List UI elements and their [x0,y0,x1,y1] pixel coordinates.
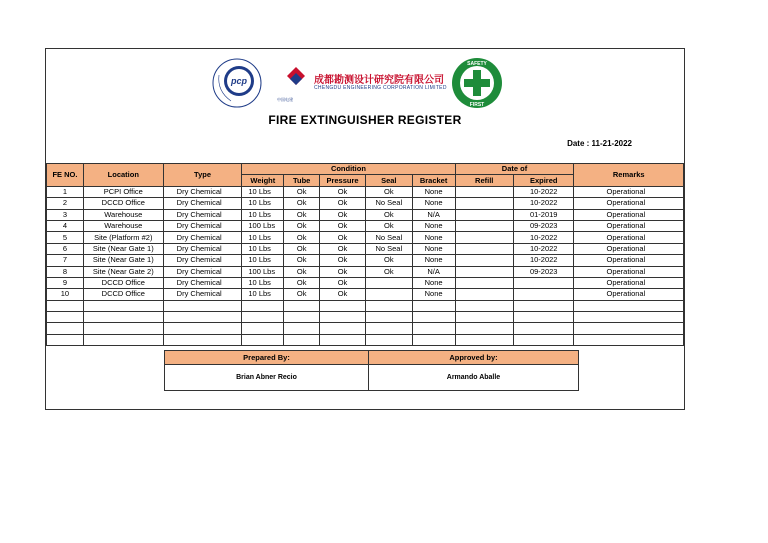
cell-pressure: Ok [320,209,366,220]
cell-weight [242,312,284,323]
cell-tube: Ok [284,243,320,254]
cell-seal: Ok [365,186,412,197]
header-remarks: Remarks [574,164,684,187]
cell-no: 9 [47,277,84,288]
cell-bracket: None [412,220,455,231]
cell-tube [284,323,320,334]
cell-type [163,323,242,334]
cell-remarks: Operational [574,289,684,300]
cell-location [83,312,163,323]
cell-type [163,312,242,323]
table-row [47,312,684,323]
register-sheet [45,48,685,410]
cell-remarks [574,300,684,311]
cell-bracket [412,334,455,345]
cell-expired [513,323,574,334]
prepared-by-label: Prepared By: [165,351,369,365]
cell-seal: No Seal [365,232,412,243]
cell-expired: 10-2022 [513,255,574,266]
cell-bracket: None [412,232,455,243]
cell-refill [455,334,513,345]
register-table [46,163,684,346]
cell-seal: No Seal [365,198,412,209]
cell-pressure: Ok [320,243,366,254]
cell-seal: No Seal [365,243,412,254]
cell-refill [455,277,513,288]
cell-remarks [574,323,684,334]
cell-type: Dry Chemical [163,220,242,231]
cell-expired: 10-2022 [513,198,574,209]
cell-refill [455,198,513,209]
cell-no: 4 [47,220,84,231]
header-seal: Seal [365,175,412,186]
cell-weight: 10 Lbs [242,186,284,197]
cell-pressure: Ok [320,277,366,288]
header-expired: Expired [513,175,574,186]
cell-seal: Ok [365,266,412,277]
cell-location [83,323,163,334]
cell-remarks: Operational [574,232,684,243]
cell-refill [455,186,513,197]
cell-weight: 10 Lbs [242,198,284,209]
cell-no: 6 [47,243,84,254]
cell-bracket [412,312,455,323]
cell-weight: 10 Lbs [242,209,284,220]
cell-remarks [574,334,684,345]
header-date-of: Date of [455,164,574,175]
cell-type [163,300,242,311]
approved-by-name: Armando Aballe [369,365,579,391]
cell-weight: 10 Lbs [242,232,284,243]
table-row [47,186,684,197]
cell-refill [455,232,513,243]
cell-remarks: Operational [574,198,684,209]
cell-seal [365,312,412,323]
cell-no: 3 [47,209,84,220]
cell-location: Site (Near Gate 1) [83,243,163,254]
cell-bracket: None [412,243,455,254]
cell-type: Dry Chemical [163,289,242,300]
cell-bracket: None [412,186,455,197]
cell-bracket: None [412,289,455,300]
cell-refill [455,289,513,300]
cell-weight [242,323,284,334]
cell-weight: 100 Lbs [242,220,284,231]
cell-type [163,334,242,345]
cell-seal: Ok [365,255,412,266]
cell-pressure: Ok [320,232,366,243]
cell-tube [284,334,320,345]
cell-refill [455,243,513,254]
cell-pressure: Ok [320,198,366,209]
cell-expired [513,312,574,323]
table-row [47,255,684,266]
cell-tube: Ok [284,232,320,243]
table-row [47,323,684,334]
cell-bracket: None [412,198,455,209]
cell-refill [455,266,513,277]
cell-type: Dry Chemical [163,266,242,277]
cell-expired [513,300,574,311]
cell-expired: 10-2022 [513,186,574,197]
cell-no [47,300,84,311]
cell-seal [365,323,412,334]
cell-pressure: Ok [320,289,366,300]
table-row [47,198,684,209]
cell-location: PCPI Office [83,186,163,197]
cell-remarks: Operational [574,243,684,254]
cell-type: Dry Chemical [163,186,242,197]
cell-refill [455,220,513,231]
cell-remarks: Operational [574,220,684,231]
cell-no [47,323,84,334]
cell-bracket: None [412,277,455,288]
header-bracket: Bracket [412,175,455,186]
prepared-by-name: Brian Abner Recio [165,365,369,391]
table-row [47,334,684,345]
cell-tube: Ok [284,186,320,197]
safety-bottom-text: FIRST [469,102,485,108]
cell-type: Dry Chemical [163,255,242,266]
table-row [47,232,684,243]
cell-no: 5 [47,232,84,243]
cell-refill [455,255,513,266]
cell-expired [513,277,574,288]
cell-expired: 01-2019 [513,209,574,220]
cell-bracket: None [412,255,455,266]
cell-location: Site (Platform #2) [83,232,163,243]
cell-bracket [412,323,455,334]
cell-pressure [320,334,366,345]
cell-no: 2 [47,198,84,209]
cell-bracket: N/A [412,209,455,220]
cell-seal: Ok [365,220,412,231]
header-tube: Tube [284,175,320,186]
cell-type: Dry Chemical [163,209,242,220]
cell-no: 8 [47,266,84,277]
cell-tube: Ok [284,209,320,220]
cell-pressure: Ok [320,255,366,266]
header-refill: Refill [455,175,513,186]
cell-tube: Ok [284,255,320,266]
cell-pressure: Ok [320,220,366,231]
cell-refill [455,323,513,334]
header-pressure: Pressure [320,175,366,186]
cell-tube [284,300,320,311]
cell-location: Warehouse [83,220,163,231]
cell-seal: Ok [365,209,412,220]
cell-location: Site (Near Gate 1) [83,255,163,266]
header-condition: Condition [242,164,455,175]
cell-expired [513,289,574,300]
cell-seal [365,277,412,288]
cell-seal [365,334,412,345]
table-row [47,243,684,254]
cell-tube: Ok [284,198,320,209]
cell-no [47,334,84,345]
cell-pressure [320,300,366,311]
cell-pressure [320,312,366,323]
pcp-mark: pcp [230,76,248,86]
cell-tube: Ok [284,266,320,277]
header-type: Type [163,164,242,187]
register-body [47,186,684,345]
cell-remarks [574,312,684,323]
cell-weight: 10 Lbs [242,289,284,300]
cell-remarks: Operational [574,255,684,266]
cell-location: DCCD Office [83,289,163,300]
table-row [47,300,684,311]
header-fe-no: FE NO. [47,164,84,187]
cec-logo-icon [281,65,311,99]
cell-tube: Ok [284,220,320,231]
cell-expired: 10-2022 [513,232,574,243]
cell-location [83,300,163,311]
cell-refill [455,209,513,220]
cell-remarks: Operational [574,209,684,220]
cell-no: 10 [47,289,84,300]
cec-small-text: 中国电建 [277,97,293,102]
cell-tube: Ok [284,277,320,288]
approved-by-label: Approved by: [369,351,579,365]
cell-weight: 10 Lbs [242,255,284,266]
cell-expired: 09-2023 [513,266,574,277]
safety-top-text: SAFETY [467,61,487,67]
logo-strip [211,57,521,113]
cell-remarks: Operational [574,277,684,288]
cell-bracket [412,300,455,311]
cell-pressure [320,323,366,334]
table-row [47,277,684,288]
table-row [47,266,684,277]
cell-expired: 10-2022 [513,243,574,254]
cell-pressure: Ok [320,186,366,197]
cell-pressure: Ok [320,266,366,277]
cell-expired: 09-2023 [513,220,574,231]
table-row [47,209,684,220]
cell-seal [365,300,412,311]
cell-remarks: Operational [574,186,684,197]
cec-name-en: CHENGDU ENGINEERING CORPORATION LIMITED [314,85,447,91]
cell-location: DCCD Office [83,198,163,209]
cell-remarks: Operational [574,266,684,277]
cell-weight: 10 Lbs [242,277,284,288]
cell-type: Dry Chemical [163,232,242,243]
cell-seal [365,289,412,300]
cell-type: Dry Chemical [163,277,242,288]
cell-weight: 10 Lbs [242,243,284,254]
pcp-logo [211,57,263,109]
cell-location [83,334,163,345]
safety-first-icon [451,57,503,109]
cell-expired [513,334,574,345]
header-location: Location [83,164,163,187]
cell-weight [242,300,284,311]
header-weight: Weight [242,175,284,186]
cell-type: Dry Chemical [163,198,242,209]
cell-refill [455,300,513,311]
table-row [47,220,684,231]
cell-location: DCCD Office [83,277,163,288]
cell-no: 7 [47,255,84,266]
document-date: Date : 11-21-2022 [567,139,632,148]
cell-location: Warehouse [83,209,163,220]
cell-tube [284,312,320,323]
cec-name-cn: 成都勘测设计研究院有限公司 [314,75,444,86]
cell-no: 1 [47,186,84,197]
cell-no [47,312,84,323]
cell-tube: Ok [284,289,320,300]
table-row [47,289,684,300]
cell-refill [455,312,513,323]
document-title: FIRE EXTINGUISHER REGISTER [268,113,462,127]
cell-bracket: N/A [412,266,455,277]
cell-location: Site (Near Gate 2) [83,266,163,277]
signature-table [164,350,579,391]
cell-type: Dry Chemical [163,243,242,254]
cell-weight: 100 Lbs [242,266,284,277]
cell-weight [242,334,284,345]
